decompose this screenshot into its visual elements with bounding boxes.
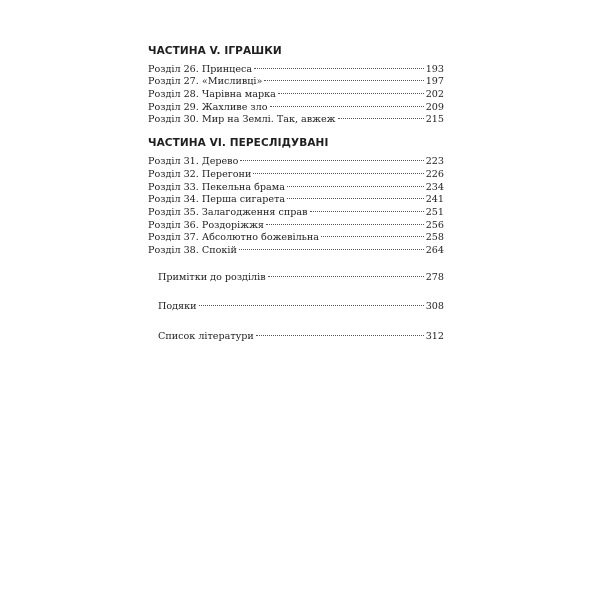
dot-leader bbox=[287, 190, 424, 203]
part-6-heading: ЧАСТИНА VI. ПЕРЕСЛІДУВАНІ bbox=[148, 137, 329, 150]
dot-leader bbox=[287, 177, 424, 190]
toc-entry-page: 193 bbox=[425, 63, 444, 75]
dot-leader bbox=[199, 297, 424, 310]
toc-entry-title: Розділ 37. Абсолютно божевільна bbox=[148, 232, 320, 244]
dot-leader bbox=[310, 202, 424, 215]
toc-entry-page: 278 bbox=[425, 271, 444, 283]
toc-entry-notes bbox=[148, 267, 444, 283]
toc-entry-title: Розділ 27. «Мисливці» bbox=[148, 76, 263, 88]
toc-entry bbox=[148, 151, 444, 168]
toc-entry-acknowledgements bbox=[148, 297, 444, 313]
toc-entry-title: Розділ 38. Спокій bbox=[148, 244, 237, 256]
toc-entry-title: Розділ 32. Перегони bbox=[148, 168, 252, 180]
toc-entry-page: 312 bbox=[425, 331, 444, 342]
dot-leader bbox=[254, 59, 424, 72]
toc-entry-page: 234 bbox=[425, 181, 444, 193]
toc-entry-title: Розділ 30. Мир на Землі. Так, авжеж bbox=[148, 114, 336, 126]
dot-leader bbox=[253, 164, 423, 177]
dot-leader bbox=[240, 151, 423, 164]
toc-entry-title: Список літератури bbox=[158, 331, 254, 342]
toc-entry-page: 308 bbox=[425, 301, 444, 313]
toc-entry-title: Розділ 35. Залагодження справ bbox=[148, 206, 308, 218]
toc-entry-title: Розділ 33. Пекельна брама bbox=[148, 181, 285, 193]
toc-entry-page: 209 bbox=[425, 101, 444, 113]
toc-entry-title: Розділ 36. Роздоріжжя bbox=[148, 219, 264, 231]
dot-leader bbox=[264, 72, 423, 85]
part-5-heading: ЧАСТИНА V. ІГРАШКИ bbox=[148, 45, 282, 57]
dot-leader bbox=[321, 228, 424, 241]
toc-entry-page: 215 bbox=[425, 114, 444, 126]
dot-leader bbox=[268, 267, 424, 280]
toc-entry bbox=[148, 59, 444, 75]
toc-entry-title: Розділ 34. Перша сигарета bbox=[148, 194, 286, 206]
dot-leader bbox=[278, 84, 424, 97]
toc-entry-title: Примітки до розділів bbox=[158, 271, 266, 283]
toc-entry-page: 258 bbox=[425, 232, 444, 244]
toc-entry-page: 264 bbox=[425, 244, 444, 256]
table-of-contents bbox=[148, 44, 444, 342]
toc-entry-page: 223 bbox=[425, 156, 444, 168]
toc-entry-page: 197 bbox=[425, 76, 444, 88]
toc-entry-page: 226 bbox=[425, 168, 444, 180]
dot-leader bbox=[338, 110, 424, 123]
toc-entry-bibliography bbox=[148, 326, 444, 342]
toc-entry-title: Розділ 29. Жахливе зло bbox=[148, 101, 268, 113]
toc-entry-page: 256 bbox=[425, 219, 444, 231]
toc-entry-title: Розділ 26. Принцеса bbox=[148, 63, 253, 75]
toc-entry-page: 251 bbox=[425, 206, 444, 218]
toc-entry-page: 241 bbox=[425, 194, 444, 206]
toc-entry-page: 202 bbox=[425, 89, 444, 101]
dot-leader bbox=[266, 215, 424, 228]
toc-entry-title: Розділ 31. Дерево bbox=[148, 156, 239, 168]
dot-leader bbox=[256, 326, 424, 339]
dot-leader bbox=[270, 97, 424, 110]
dot-leader bbox=[239, 240, 424, 253]
toc-entry-title: Подяки bbox=[158, 301, 197, 313]
toc-entry-title: Розділ 28. Чарівна марка bbox=[148, 89, 276, 101]
